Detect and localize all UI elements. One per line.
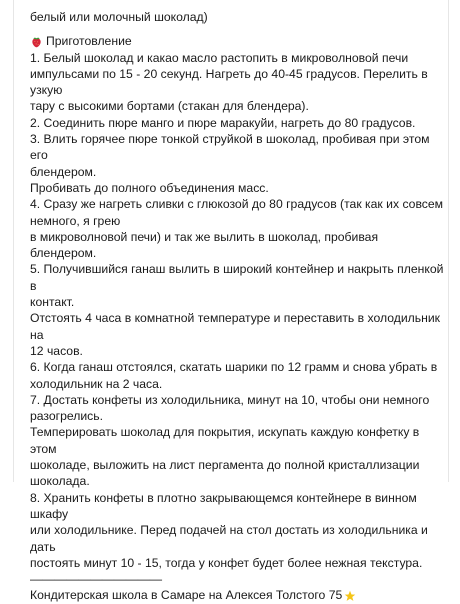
step-line: Темперировать шоколад для покрытия, искупать каждую конфетку в этом [30, 425, 420, 456]
divider-line: ——————————— [30, 572, 162, 587]
step-line: шоколада. [30, 474, 90, 489]
step-line: холодильник на 2 часа. [30, 376, 163, 391]
step-line: шоколаде, выложить на лист пергамента до полной кристаллизации [30, 458, 420, 473]
step-line: 6. Когда ганаш отстоялся, скатать шарики по 12 грамм и снова убрать в [30, 360, 438, 375]
step-line: блендером. [30, 164, 97, 179]
step-line: импульсами по 15 - 20 секунд. Нагреть до 40-45 градусов. Перелить в узкую [30, 66, 428, 98]
right-border [448, 0, 449, 482]
step-line: или холодильнике. Перед подачей на стол достать из холодильника и дать [30, 523, 428, 554]
step-line: постоять минут 10 - 15, тогда у конфет будет более нежная текстура. [30, 555, 423, 570]
strawberry-icon [30, 35, 43, 48]
step-line: контакт. [30, 295, 75, 310]
step-line: Отстоять 4 часа в комнатной температуре и переставить в холодильник на [30, 311, 440, 342]
left-border [13, 0, 14, 482]
step-line: 3. Влить горячее пюре тонкой струйкой в шоколад, пробивая при этом его [30, 132, 430, 163]
footer-text: Кондитерская школа в Самаре на Алексея Толстого 75 [30, 588, 343, 603]
step-line: 12 часов. [30, 343, 83, 358]
step-line: разогрелись. [30, 409, 103, 424]
step-line: Пробивать до полного объединения масс. [30, 180, 269, 195]
section-heading [30, 33, 445, 49]
step-line: 1. Белый шоколад и какао масло растопить в микроволновой печи [30, 50, 409, 65]
step-line: 7. Достать конфеты из холодильника, минут на 10, чтобы они немного [30, 392, 430, 407]
footer-line [30, 587, 445, 603]
step-line: 8. Хранить конфеты в плотно закрывающемся контейнере в винном шкафу [30, 490, 417, 521]
post-text [30, 9, 445, 604]
step-line: тару с высокими бортами (стакан для блендера). [30, 99, 309, 114]
star-icon [344, 590, 356, 602]
section-heading-label: Приготовление [46, 34, 132, 49]
step-line: 4. Сразу же нагреть сливки с глюкозой до 80 градусов (так как их совсем [30, 197, 444, 212]
step-line: 5. Получившийся ганаш вылить в широкий контейнер и накрыть пленкой в [30, 262, 444, 293]
step-line: немного, я грею [30, 213, 121, 228]
intro-tail-line: белый или молочный шоколад) [30, 10, 208, 24]
steps-list [30, 50, 445, 572]
step-line: в микроволновой печи) и так же вылить в шоколад, пробивая блендером. [30, 229, 379, 261]
step-line: 2. Соединить пюре манго и пюре маракуйи, нагреть до 80 градусов. [30, 115, 416, 130]
